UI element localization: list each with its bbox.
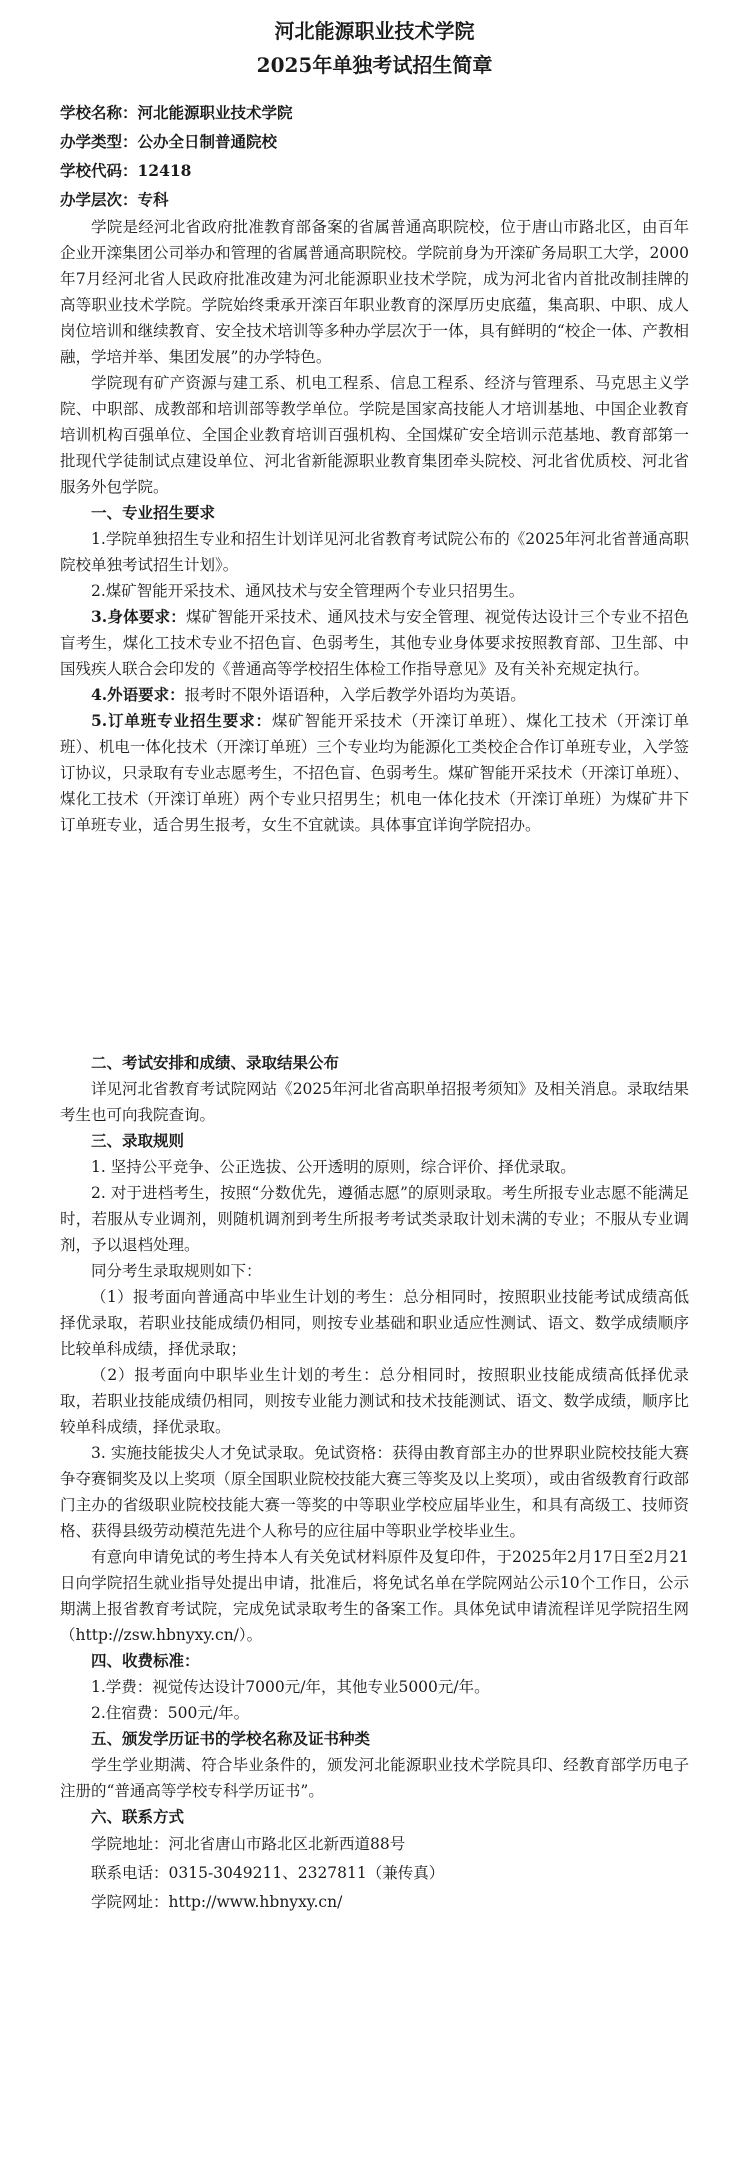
school-level-label: 办学层次： [60, 190, 138, 209]
school-type-row [60, 127, 689, 156]
school-code-label: 学校代码： [60, 161, 138, 180]
intro-paragraph-2: 学院现有矿产资源与建工系、机电工程系、信息工程系、经济与管理系、马克思主义学院、中职部、成教部和培训部等教学单位。学院是国家高技能人才培训基地、中国企业教育培训机构百强单位、全国企业教育培训百强机构、全国煤矿安全培训示范基地、教育部第一批现代学徒制试点建设单位、河北省新能源职业教育集团牵头院校、河北省优质校、河北省服务外包学院。 [60, 374, 689, 496]
title-line-1: 河北能源职业技术学院 [274, 19, 475, 43]
school-type-label: 办学类型： [60, 132, 138, 151]
s1-item-3 [60, 604, 689, 682]
section-1-heading: 一、专业招生要求 [91, 503, 216, 522]
s3-item-2: 2. 对于进档考生，按照“分数优先，遵循志愿”的原则录取。考生所报专业志愿不能满足时，若服从专业调剂，则随机调剂到考生所报考考试类录取计划未满的专业；不服从专业调剂，予以退档处理。 [60, 1184, 689, 1254]
section-5-heading: 五、颁发学历证书的学校名称及证书种类 [91, 1729, 371, 1748]
s1-item-3-text: 煤矿智能开采技术、通风技术与安全管理、视觉传达设计三个专业不招色盲考生，煤化工技术专业不招色盲、色弱考生，其他专业身体要求按照教育部、卫生部、中国残疾人联合会印发的《普通高等学校招生体检工作指导意见》及有关补充规定执行。 [60, 608, 689, 678]
s3-tie-rule-2: （2）报考面向中职毕业生计划的考生：总分相同时，按照职业技能成绩高低择优录取，若职业技能成绩仍相同，则按专业能力测试和技术技能测试、语文、数学成绩，顺序比较单科成绩，择优录取。 [60, 1366, 689, 1436]
s1-item-5-label: 5.订单班专业招生要求： [91, 711, 272, 730]
s1-item-2: 2.煤矿智能开采技术、通风技术与安全管理两个专业只招男生。 [91, 582, 525, 600]
s3-tie-rules: 同分考生录取规则如下： [91, 1262, 262, 1280]
contact-website: 学院网址：http://www.hbnyxy.cn/ [91, 1893, 343, 1911]
s1-item-4 [60, 682, 689, 708]
school-code-value: 12418 [137, 161, 192, 180]
s4-tuition: 1.学费：视觉传达设计7000元/年，其他专业5000元/年。 [91, 1678, 490, 1696]
section-6-heading: 六、联系方式 [91, 1807, 185, 1826]
s3-item-3: 3. 实施技能拔尖人才免试录取。免试资格：获得由教育部主办的世界职业院校技能大赛争夺赛铜奖及以上奖项（原全国职业院校技能大赛三等奖及以上奖项），或由省级教育行政部门主办的省级职业院校技能大赛一等奖的中等职业学校应届毕业生，和具有高级工、技师资格、获得县级劳动模范先进个人称号的应往届中等职业学校毕业生。 [60, 1444, 689, 1540]
section-4-heading: 四、收费标准： [91, 1651, 200, 1670]
page-title [60, 14, 689, 82]
s1-item-1: 1.学院单独招生专业和招生计划详见河北省教育考试院公布的《2025年河北省普通高职院校单独考试招生计划》。 [60, 530, 689, 574]
contact-address: 学院地址：河北省唐山市路北区北新西道88号 [91, 1835, 406, 1853]
school-type-value: 公办全日制普通院校 [137, 132, 278, 151]
school-code-row [60, 156, 689, 185]
s1-item-5-text: 煤矿智能开采技术（开滦订单班）、煤化工技术（开滦订单班）、机电一体化技术（开滦订单班）三个专业均为能源化工类校企合作订单班专业，入学签订协议，只录取有专业志愿考生，不招色盲、色弱考生。煤矿智能开采技术（开滦订单班）、煤化工技术（开滦订单班）两个专业只招男生；机电一体化技术（开滦订单班）为煤矿井下订单班专业，适合男生报考，女生不宜就读。具体事宜详询学院招办。 [60, 712, 689, 834]
school-name-label: 学校名称： [60, 103, 138, 122]
blank-space [60, 838, 689, 1050]
s3-item-1: 1. 坚持公平竞争、公正选拔、公开透明的原则，综合评价、择优录取。 [91, 1158, 576, 1176]
intro-paragraph-1: 学院是经河北省政府批准教育部备案的省属普通高职院校，位于唐山市路北区，由百年企业开滦集团公司举办和管理的省属普通高职院校。学院前身为开滦矿务局职工大学，2000年7月经河北省人民政府批准改建为河北能源职业技术学院，成为河北省内首批改制挂牌的高等职业技术学院。学院始终秉承开滦百年职业教育的深厚历史底蕴，集高职、中职、成人岗位培训和继续教育、安全技术培训等多种办学层次于一体，具有鲜明的“校企一体、产教相融，学培并举、集团发展”的办学特色。 [60, 218, 689, 366]
s1-item-4-text: 报考时不限外语语种，入学后教学外语均为英语。 [184, 686, 526, 704]
school-name-row [60, 98, 689, 127]
s3-exemption-procedure: 有意向申请免试的考生持本人有关免试材料原件及复印件，于2025年2月17日至2月21日向学院招生就业指导处提出申请，批准后，将免试名单在学院网站公示10个工作日，公示期满上报省教育考试院，完成免试录取考生的备案工作。具体免试申请流程详见学院招生网（http://zsw.hbnyxy.cn/）。 [60, 1548, 689, 1644]
s4-accommodation: 2.住宿费：500元/年。 [91, 1704, 250, 1722]
section-3-heading: 三、录取规则 [91, 1131, 185, 1150]
s1-item-3-label: 3.身体要求： [91, 607, 187, 626]
s5-paragraph: 学生学业期满、符合毕业条件的，颁发河北能源职业技术学院具印、经教育部学历电子注册的“普通高等学校专科学历证书”。 [60, 1756, 689, 1800]
section-2-heading: 二、考试安排和成绩、录取结果公布 [91, 1053, 340, 1072]
s1-item-4-label: 4.外语要求： [91, 685, 185, 704]
s2-paragraph: 详见河北省教育考试院网站《2025年河北省高职单招报考须知》及相关消息。录取结果考生也可向我院查询。 [60, 1080, 689, 1124]
s1-item-5 [60, 708, 689, 838]
school-name-value: 河北能源职业技术学院 [137, 103, 293, 122]
s3-tie-rule-1: （1）报考面向普通高中毕业生计划的考生：总分相同时，按照职业技能考试成绩高低择优录取，若职业技能成绩仍相同，则按专业基础和职业适应性测试、语文、数学成绩顺序比较单科成绩，择优录取； [60, 1288, 689, 1358]
school-level-value: 专科 [137, 190, 169, 209]
contact-phone: 联系电话：0315-3049211、2327811（兼传真） [91, 1864, 445, 1882]
title-line-2: 2025年单独考试招生简章 [256, 53, 493, 77]
school-level-row [60, 185, 689, 214]
school-info [60, 98, 689, 214]
